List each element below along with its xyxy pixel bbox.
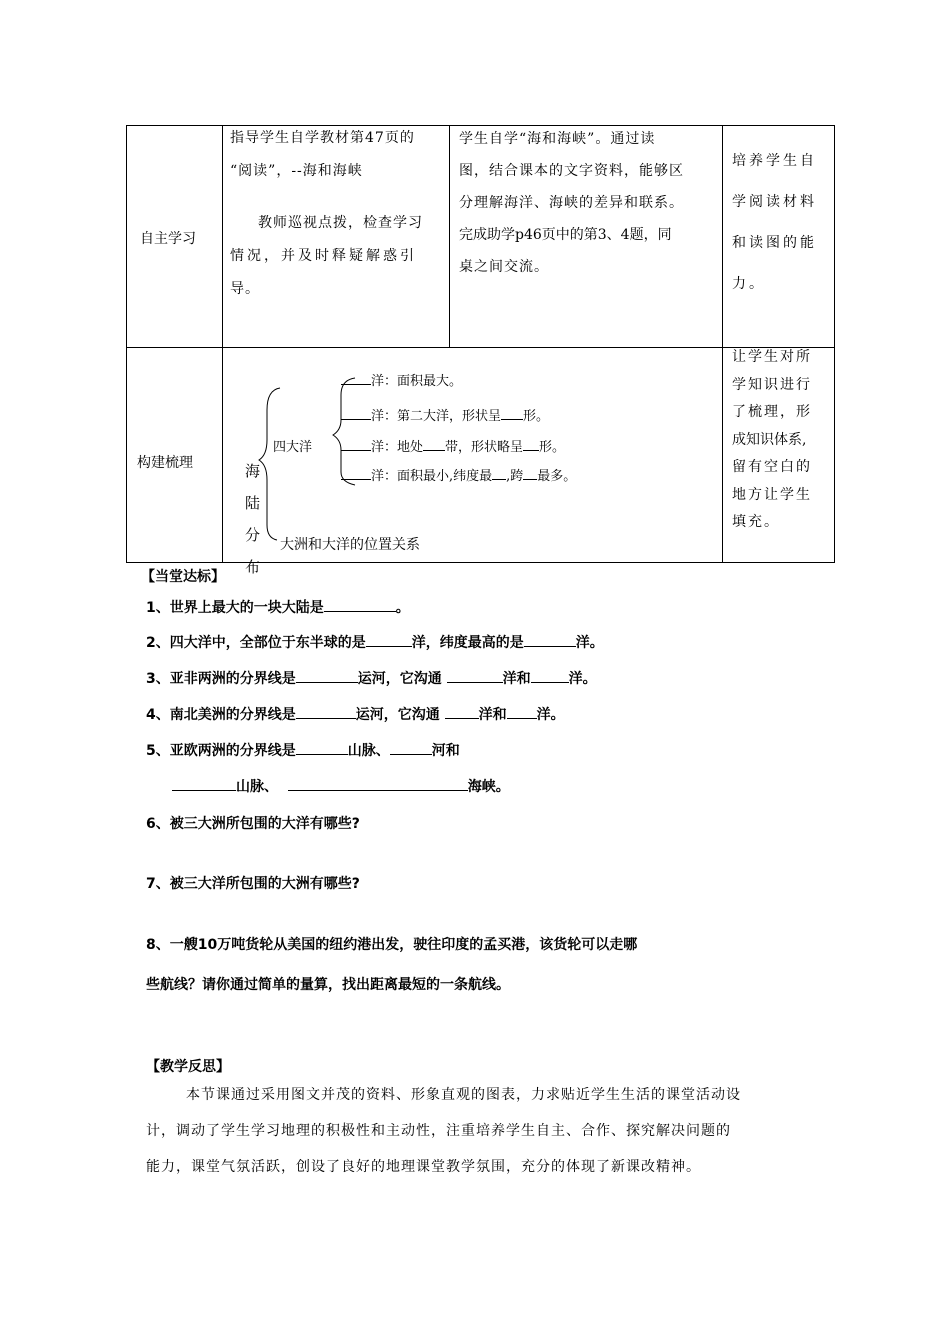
question-7: 7、被三大洋所包围的大洲有哪些? <box>146 876 360 892</box>
practice-heading: 【当堂达标】 <box>141 569 225 585</box>
vertical-char: 分 <box>245 526 261 544</box>
design-intent-1 <box>732 141 832 305</box>
question-5: 5、亚欧两洲的分界线是 山脉、 河和 <box>146 740 460 760</box>
table-border-left <box>126 125 127 563</box>
reflection-text <box>146 1077 806 1185</box>
vertical-char: 布 <box>245 558 261 576</box>
intent-line: 学阅读材料 <box>732 194 817 210</box>
teacher-activity <box>230 124 446 303</box>
table-divider-1 <box>222 125 223 563</box>
vertical-char: 陆 <box>245 494 261 512</box>
table-divider-2 <box>449 125 450 347</box>
question-2: 2、四大洋中，全部位于东半球的是 洋，纬度最高的是 洋。 <box>146 632 604 652</box>
brace-diagram <box>255 360 365 560</box>
teacher-line: 指导学生自学教材第47页的 <box>230 130 415 146</box>
design-intent-2 <box>732 344 832 537</box>
intent-line: 成知识体系, <box>732 431 807 448</box>
reflection-line: 能力，课堂气氛活跃，创设了良好的地理课堂教学氛围，充分的体现了新课改精神。 <box>146 1159 701 1175</box>
question-8-line-1: 8、一艘10万吨货轮从美国的纽约港出发，驶往印度的孟买港，该货轮可以走哪 <box>146 937 638 953</box>
teacher-line: 教师巡视点拨，检查学习 <box>258 215 423 231</box>
reflection-line: 计，调动了学生学习地理的积极性和主动性，注重培养学生自主、合作、探究解决问题的 <box>146 1123 731 1139</box>
question-8-line-2: 些航线？请你通过简单的量算，找出距离最短的一条航线。 <box>146 977 510 993</box>
student-line: 完成助学p46页中的第3、4题，同 <box>459 227 672 243</box>
row-label-self-study: 自主学习 <box>140 231 196 247</box>
teacher-line: 导。 <box>230 281 260 297</box>
intent-line: 和读图的能 <box>732 235 817 251</box>
teacher-line: 情况，并及时释疑解惑引 <box>230 248 417 264</box>
table-border-bottom <box>126 562 835 563</box>
ocean-line-1: 洋：面积最大。 <box>341 370 462 389</box>
question-4: 4、南北美洲的分界线是 运河，它沟通 洋和 洋。 <box>146 704 565 724</box>
intent-line: 学知识进行 <box>732 376 812 393</box>
teacher-line: “阅读”，--海和海峡 <box>230 163 363 179</box>
intent-line: 培养学生自 <box>732 153 817 169</box>
question-5-cont: 山脉、 海峡。 <box>172 776 510 796</box>
ocean-line-3: 洋：地处 带，形状略呈 形。 <box>341 436 565 455</box>
table-border-right <box>834 125 835 563</box>
student-line: 桌之间交流。 <box>459 259 549 275</box>
outer-brace <box>259 388 280 540</box>
vertical-char: 海 <box>245 462 261 480</box>
table-divider-3 <box>722 125 723 563</box>
student-activity <box>459 124 721 282</box>
reflection-heading: 【教学反思】 <box>146 1059 230 1075</box>
intent-line: 填充。 <box>732 514 780 530</box>
intent-line: 地方让学生 <box>732 486 812 503</box>
question-3: 3、亚非两洲的分界线是 运河，它沟通 洋和 洋。 <box>146 668 597 688</box>
intent-line: 了梳理，形 <box>732 404 812 420</box>
student-line: 分理解海洋、海峡的差异和联系。 <box>459 195 684 211</box>
intent-line: 让学生对所 <box>732 349 812 365</box>
ocean-line-2: 洋：第二大洋，形状呈 形。 <box>341 405 549 424</box>
four-oceans-label: 四大洋 <box>273 440 313 455</box>
reflection-line: 本节课通过采用图文并茂的资料、形象直观的图表，力求贴近学生生活的课堂活动设 <box>186 1087 741 1103</box>
ocean-line-4: 洋：面积最小,纬度最 ,跨 最多。 <box>341 465 576 484</box>
question-6: 6、被三大洲所包围的大洋有哪些? <box>146 816 360 832</box>
intent-line: 留有空白的 <box>732 459 812 475</box>
row-label-knowledge-map: 构建梳理 <box>137 455 193 471</box>
intent-line: 力。 <box>732 276 766 292</box>
student-line: 图，结合课本的文字资料，能够区 <box>459 163 684 179</box>
question-1: 1、世界上最大的一块大陆是 。 <box>146 597 410 617</box>
table-border-mid <box>126 347 835 348</box>
relation-label: 大洲和大洋的位置关系 <box>280 537 420 553</box>
student-line: 学生自学“海和海峡”。通过读 <box>459 131 656 147</box>
